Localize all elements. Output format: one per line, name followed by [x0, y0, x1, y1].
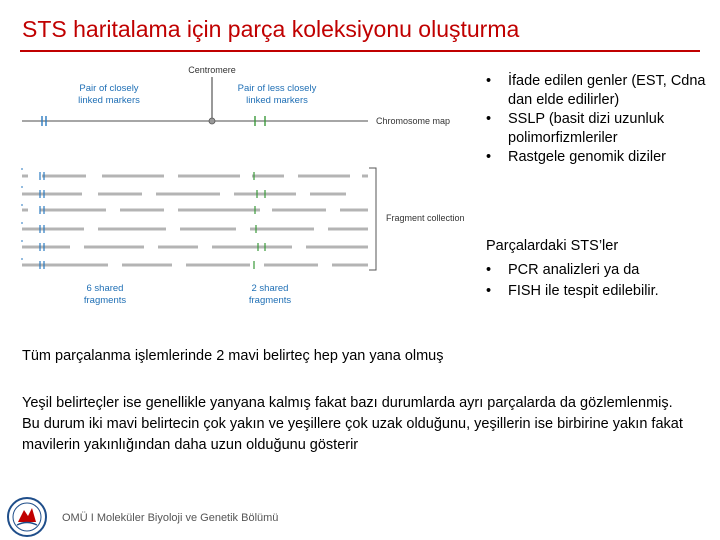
bullet: • — [486, 111, 492, 127]
paragraph-line: Bu durum iki mavi belirtecin çok yakın ve yeşillere çok uzak olduğunu, yeşillerin ise birbirine yakın fakat mavilerin yakınlığından daha uzun olduğunu gösterir — [22, 416, 683, 453]
pair-close-label-2: linked markers — [78, 95, 140, 106]
fragment-collection-bracket — [369, 168, 376, 270]
sts-source-list — [486, 72, 706, 167]
chromosome-map-label: Chromosome map — [376, 116, 451, 126]
fragment-collection-label: Fragment collection — [386, 213, 465, 223]
list-item-text: FISH ile tespit edilebilir. — [508, 283, 659, 299]
fragments-heading: Parçalardaki STS’ler — [486, 238, 619, 254]
list-item — [486, 110, 706, 148]
list-item — [486, 281, 659, 302]
detection-method-list — [486, 260, 659, 302]
paragraph-green-markers — [22, 393, 702, 456]
sts-mapping-diagram — [14, 58, 476, 308]
bullet: • — [486, 149, 492, 165]
centromere-label: Centromere — [188, 65, 236, 75]
fragment-collection — [22, 172, 368, 269]
list-item — [486, 148, 706, 167]
page-title: STS haritalama için parça koleksiyonu oluşturma — [22, 16, 520, 42]
six-shared-label-1: 6 shared — [86, 283, 124, 294]
list-item-text: İfade edilen genler (EST, Cdna dan elde edilirler) — [508, 73, 706, 108]
pair-less-label-1: Pair of less closely — [237, 83, 317, 94]
bullet: • — [486, 262, 492, 278]
six-shared-label-2: fragments — [83, 295, 127, 306]
list-item-text: PCR analizleri ya da — [508, 262, 640, 278]
university-seal-icon — [6, 496, 48, 538]
centromere-marker — [209, 118, 215, 124]
two-shared-label-1: 2 shared — [251, 283, 289, 294]
bullet: • — [486, 73, 492, 89]
list-item-text: SSLP (basit dizi uzunluk polimorfizmleriler — [508, 111, 665, 146]
bullet: • — [486, 283, 492, 299]
pair-close-label-1: Pair of closely — [79, 83, 139, 94]
paragraph-blue-markers: Tüm parçalanma işlemlerinde 2 mavi belirteç hep yan yana olmuş — [22, 348, 444, 364]
list-item — [486, 260, 659, 281]
two-shared-label-2: fragments — [248, 295, 292, 306]
list-item — [486, 72, 706, 110]
pair-less-label-2: linked markers — [246, 95, 308, 106]
paragraph-line: Yeşil belirteçler ise genellikle yanyana kalmış fakat bazı durumlarda ayrı parçalarda da gözlemlenmiş. — [22, 395, 673, 411]
list-item-text: Rastgele genomik diziler — [508, 149, 666, 165]
footer-text: OMÜ I Moleküler Biyoloji ve Genetik Bölümü — [62, 512, 279, 524]
title-divider — [20, 50, 700, 52]
